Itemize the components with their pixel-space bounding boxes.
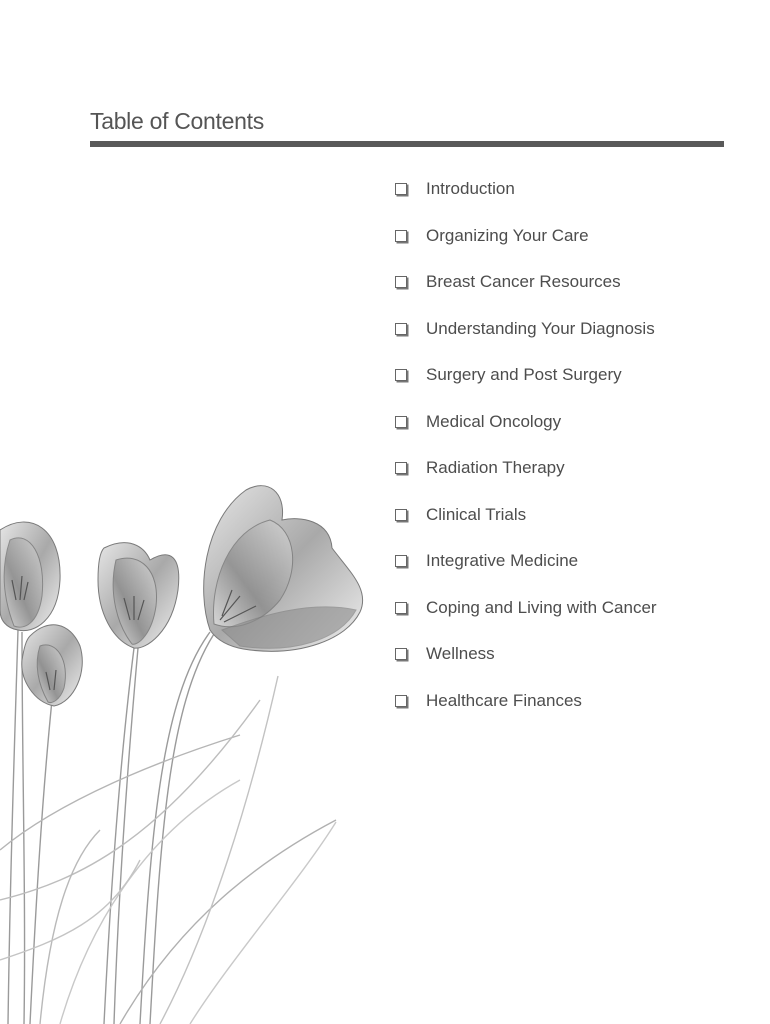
toc-item-coping-and-living[interactable] <box>395 585 657 632</box>
checkbox-icon[interactable] <box>395 416 407 428</box>
toc-item-surgery-and-post-surgery[interactable] <box>395 352 657 399</box>
toc-item-label: Organizing Your Care <box>426 225 589 245</box>
checkbox-icon[interactable] <box>395 276 407 288</box>
toc-item-wellness[interactable] <box>395 631 657 678</box>
checkbox-icon[interactable] <box>395 695 407 707</box>
toc-item-label: Coping and Living with Cancer <box>426 597 657 617</box>
checkbox-icon[interactable] <box>395 509 407 521</box>
tulip-illustration <box>0 470 380 1024</box>
checkbox-icon[interactable] <box>395 183 407 195</box>
toc-item-organizing-your-care[interactable] <box>395 213 657 260</box>
checkbox-icon[interactable] <box>395 323 407 335</box>
checkbox-icon[interactable] <box>395 602 407 614</box>
toc-item-understanding-your-diagnosis[interactable] <box>395 306 657 353</box>
checkbox-icon[interactable] <box>395 369 407 381</box>
toc-item-label: Wellness <box>426 644 495 664</box>
toc-item-radiation-therapy[interactable] <box>395 445 657 492</box>
toc-item-label: Radiation Therapy <box>426 458 565 478</box>
page-title: Table of Contents <box>90 108 264 134</box>
toc-item-label: Surgery and Post Surgery <box>426 365 622 385</box>
toc-item-introduction[interactable] <box>395 166 657 213</box>
toc-item-breast-cancer-resources[interactable] <box>395 259 657 306</box>
toc-item-label: Integrative Medicine <box>426 551 579 571</box>
checkbox-icon[interactable] <box>395 555 407 567</box>
checkbox-icon[interactable] <box>395 648 407 660</box>
toc-item-healthcare-finances[interactable] <box>395 678 657 725</box>
checkbox-icon[interactable] <box>395 462 407 474</box>
toc-item-medical-oncology[interactable] <box>395 399 657 446</box>
toc-list <box>395 166 657 724</box>
checkbox-icon[interactable] <box>395 230 407 242</box>
title-divider <box>90 141 724 147</box>
toc-item-label: Healthcare Finances <box>426 690 582 710</box>
toc-item-label: Breast Cancer Resources <box>426 272 621 292</box>
toc-item-integrative-medicine[interactable] <box>395 538 657 585</box>
toc-item-clinical-trials[interactable] <box>395 492 657 539</box>
toc-item-label: Introduction <box>426 179 515 199</box>
toc-item-label: Understanding Your Diagnosis <box>426 318 655 338</box>
toc-item-label: Clinical Trials <box>426 504 527 524</box>
toc-item-label: Medical Oncology <box>426 411 562 431</box>
